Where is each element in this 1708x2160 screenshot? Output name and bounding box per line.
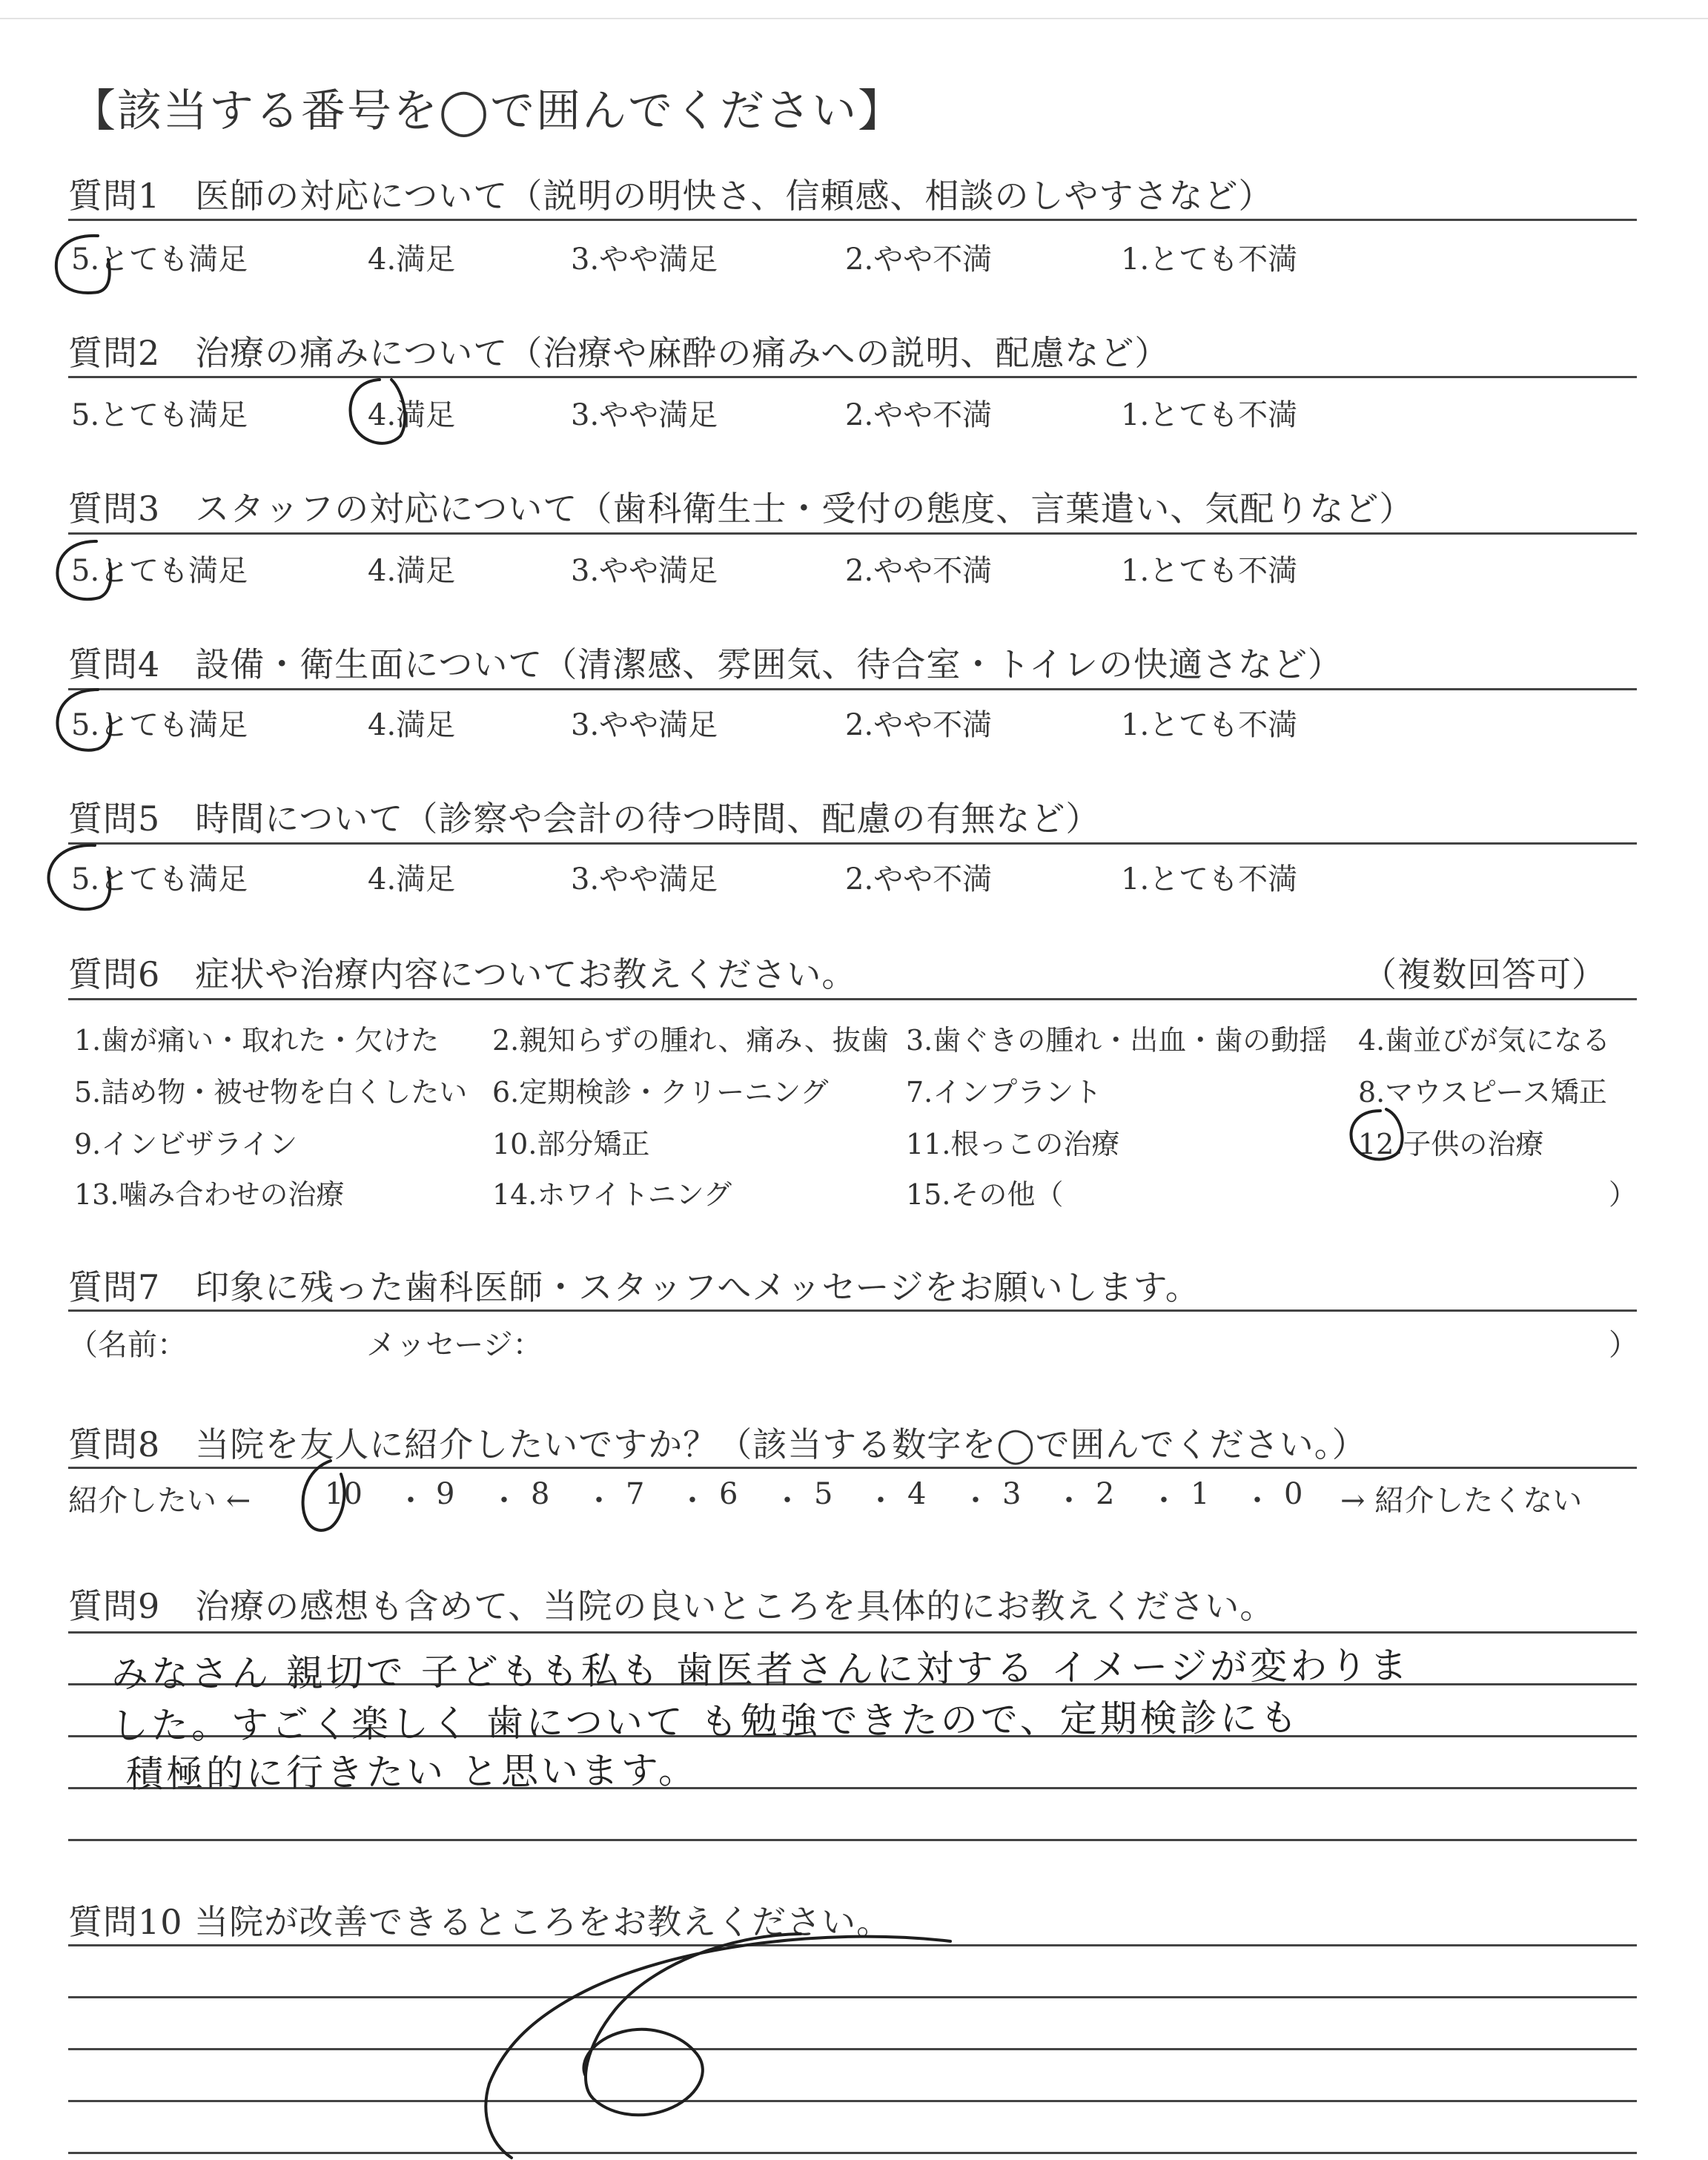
q2-option-3[interactable]: 3.やや満足 (571, 398, 718, 432)
q10-pen-scribble (486, 1934, 950, 2158)
q5-option-3[interactable]: 3.やや満足 (571, 862, 718, 896)
q5-option-4[interactable]: 4.満足 (368, 862, 456, 896)
question-9-rule-1 (68, 1631, 1637, 1634)
q1-option-4[interactable]: 4.満足 (368, 242, 456, 277)
q6-close-paren: ） (1609, 1178, 1638, 1211)
q8-right-label: → 紹介したくない (1340, 1484, 1583, 1518)
q9-handwritten-line-1: みなさん 親切で 子どもも私も 歯医者さんに対する イメージが変わりま (110, 1643, 1411, 1697)
question-2-title: 質問2 治療の痛みについて（治療や麻酔の痛みへの説明、配慮など） (68, 333, 1170, 373)
q6-item-11[interactable]: 11.根っこの治療 (906, 1128, 1120, 1160)
q6-item-13[interactable]: 13.噛み合わせの治療 (74, 1178, 345, 1211)
question-7-title: 質問7 印象に残った歯科医師・スタッフへメッセージをお願いします。 (68, 1267, 1200, 1307)
q9-handwritten-line-3: 積極的に行きたい と思います。 (125, 1748, 699, 1796)
question-8-rule (68, 1467, 1637, 1469)
question-9-rule-5 (68, 1839, 1637, 1841)
q6-item-7[interactable]: 7.インプラント (906, 1076, 1102, 1109)
question-2-rule (68, 376, 1637, 378)
q6-item-6[interactable]: 6.定期検診・クリーニング (492, 1076, 829, 1109)
question-5-rule (68, 842, 1637, 845)
q6-item-10[interactable]: 10.部分矯正 (492, 1128, 650, 1160)
q8-scale-3[interactable]: 3 (1002, 1477, 1022, 1511)
question-4-rule (68, 688, 1637, 690)
q8-scale-10[interactable]: 10 (325, 1477, 363, 1511)
q5-option-5[interactable]: 5.とても満足 (71, 862, 248, 896)
q6-item-2[interactable]: 2.親知らずの腫れ、痛み、抜歯 (492, 1024, 889, 1057)
q8-scale-1[interactable]: 1 (1191, 1477, 1210, 1511)
q8-scale-7[interactable]: 7 (626, 1477, 645, 1511)
question-7-rule (68, 1309, 1637, 1312)
question-10-rule-1 (68, 1944, 1637, 1946)
question-3-rule (68, 532, 1637, 535)
q3-option-5[interactable]: 5.とても満足 (71, 554, 248, 588)
question-10-title: 質問10 当院が改善できるところをお教えください。 (68, 1902, 892, 1942)
q3-option-2[interactable]: 2.やや不満 (845, 554, 993, 588)
q8-scale-9[interactable]: 9 (436, 1477, 455, 1511)
q8-scale-0[interactable]: 0 (1284, 1477, 1303, 1511)
q8-separator: ・ (1242, 1484, 1272, 1518)
q3-option-1[interactable]: 1.とても不満 (1121, 554, 1298, 588)
q6-item-8[interactable]: 8.マウスピース矯正 (1358, 1076, 1607, 1109)
question-1-rule (68, 219, 1637, 221)
question-8-title: 質問8 当院を友人に紹介したいですか？（該当する数字を◯で囲んでください。） (68, 1424, 1367, 1464)
q1-option-2[interactable]: 2.やや不満 (845, 242, 993, 277)
q8-separator: ・ (489, 1484, 519, 1518)
question-10-rule-3 (68, 2048, 1637, 2050)
q8-separator: ・ (1149, 1484, 1179, 1518)
q7-close-paren: ） (1609, 1328, 1638, 1362)
q8-scale-8[interactable]: 8 (531, 1477, 550, 1511)
q5-option-1[interactable]: 1.とても不満 (1121, 862, 1298, 896)
q6-item-12[interactable]: 12.子供の治療 (1358, 1128, 1544, 1160)
q7-message-label: メッセージ： (366, 1328, 543, 1362)
q8-separator: ・ (961, 1484, 990, 1518)
question-6-note: （複数回答可） (1363, 954, 1606, 994)
q8-left-label: 紹介したい ← (68, 1484, 251, 1518)
q8-separator: ・ (678, 1484, 707, 1518)
question-1-title: 質問1 医師の対応について（説明の明快さ、信頼感、相談のしやすさなど） (68, 176, 1274, 216)
question-3-title: 質問3 スタッフの対応について（歯科衛生士・受付の態度、言葉遣い、気配りなど） (68, 489, 1414, 529)
q6-item-15[interactable]: 15.その他（ (906, 1178, 1064, 1211)
question-6-title: 質問6 症状や治療内容についてお教えください。 (68, 954, 857, 994)
q4-option-4[interactable]: 4.満足 (368, 708, 456, 742)
q1-option-1[interactable]: 1.とても不満 (1121, 242, 1298, 277)
q6-item-3[interactable]: 3.歯ぐきの腫れ・出血・歯の動揺 (906, 1024, 1328, 1057)
q4-option-5[interactable]: 5.とても満足 (71, 708, 248, 742)
q8-scale-6[interactable]: 6 (719, 1477, 738, 1511)
q4-option-3[interactable]: 3.やや満足 (571, 708, 718, 742)
q8-separator: ・ (584, 1484, 614, 1518)
q6-item-1[interactable]: 1.歯が痛い・取れた・欠けた (74, 1024, 440, 1057)
q1-option-5[interactable]: 5.とても満足 (71, 242, 248, 277)
q2-option-1[interactable]: 1.とても不満 (1121, 398, 1298, 432)
q8-separator: ・ (396, 1484, 426, 1518)
q6-item-5[interactable]: 5.詰め物・被せ物を白くしたい (74, 1076, 468, 1109)
q3-option-4[interactable]: 4.満足 (368, 554, 456, 588)
question-6-rule (68, 998, 1637, 1000)
q6-item-14[interactable]: 14.ホワイトニング (492, 1178, 732, 1211)
question-4-title: 質問4 設備・衛生面について（清潔感、雰囲気、待合室・トイレの快適さなど） (68, 644, 1343, 684)
question-10-rule-2 (68, 1996, 1637, 1998)
question-10-rule-4 (68, 2100, 1637, 2102)
scan-edge (0, 18, 1708, 19)
q2-option-2[interactable]: 2.やや不満 (845, 398, 993, 432)
q2-option-5[interactable]: 5.とても満足 (71, 398, 248, 432)
q6-item-4[interactable]: 4.歯並びが気になる (1358, 1024, 1611, 1057)
q7-name-label: （名前： (68, 1328, 187, 1362)
q8-separator: ・ (772, 1484, 802, 1518)
q8-scale-5[interactable]: 5 (814, 1477, 833, 1511)
q9-handwritten-line-2: した。すごく楽しく 歯について も勉強できたので、定期検診にも (110, 1696, 1301, 1748)
q3-option-3[interactable]: 3.やや満足 (571, 554, 718, 588)
q1-option-3[interactable]: 3.やや満足 (571, 242, 718, 277)
q8-separator: ・ (866, 1484, 896, 1518)
q8-separator: ・ (1054, 1484, 1084, 1518)
q5-option-2[interactable]: 2.やや不満 (845, 862, 993, 896)
q2-option-4[interactable]: 4.満足 (368, 398, 456, 432)
q4-option-2[interactable]: 2.やや不満 (845, 708, 993, 742)
question-10-rule-5 (68, 2152, 1637, 2154)
instruction-header: 【該当する番号を◯で囲んでください】 (71, 85, 904, 137)
q8-scale-2[interactable]: 2 (1096, 1477, 1115, 1511)
question-9-title: 質問9 治療の感想も含めて、当院の良いところを具体的にお教えください。 (68, 1586, 1275, 1626)
q4-option-1[interactable]: 1.とても不満 (1121, 708, 1298, 742)
q6-item-9[interactable]: 9.インビザライン (74, 1128, 298, 1160)
question-5-title: 質問5 時間について（診察や会計の待つ時間、配慮の有無など） (68, 799, 1101, 839)
q8-scale-4[interactable]: 4 (907, 1477, 927, 1511)
